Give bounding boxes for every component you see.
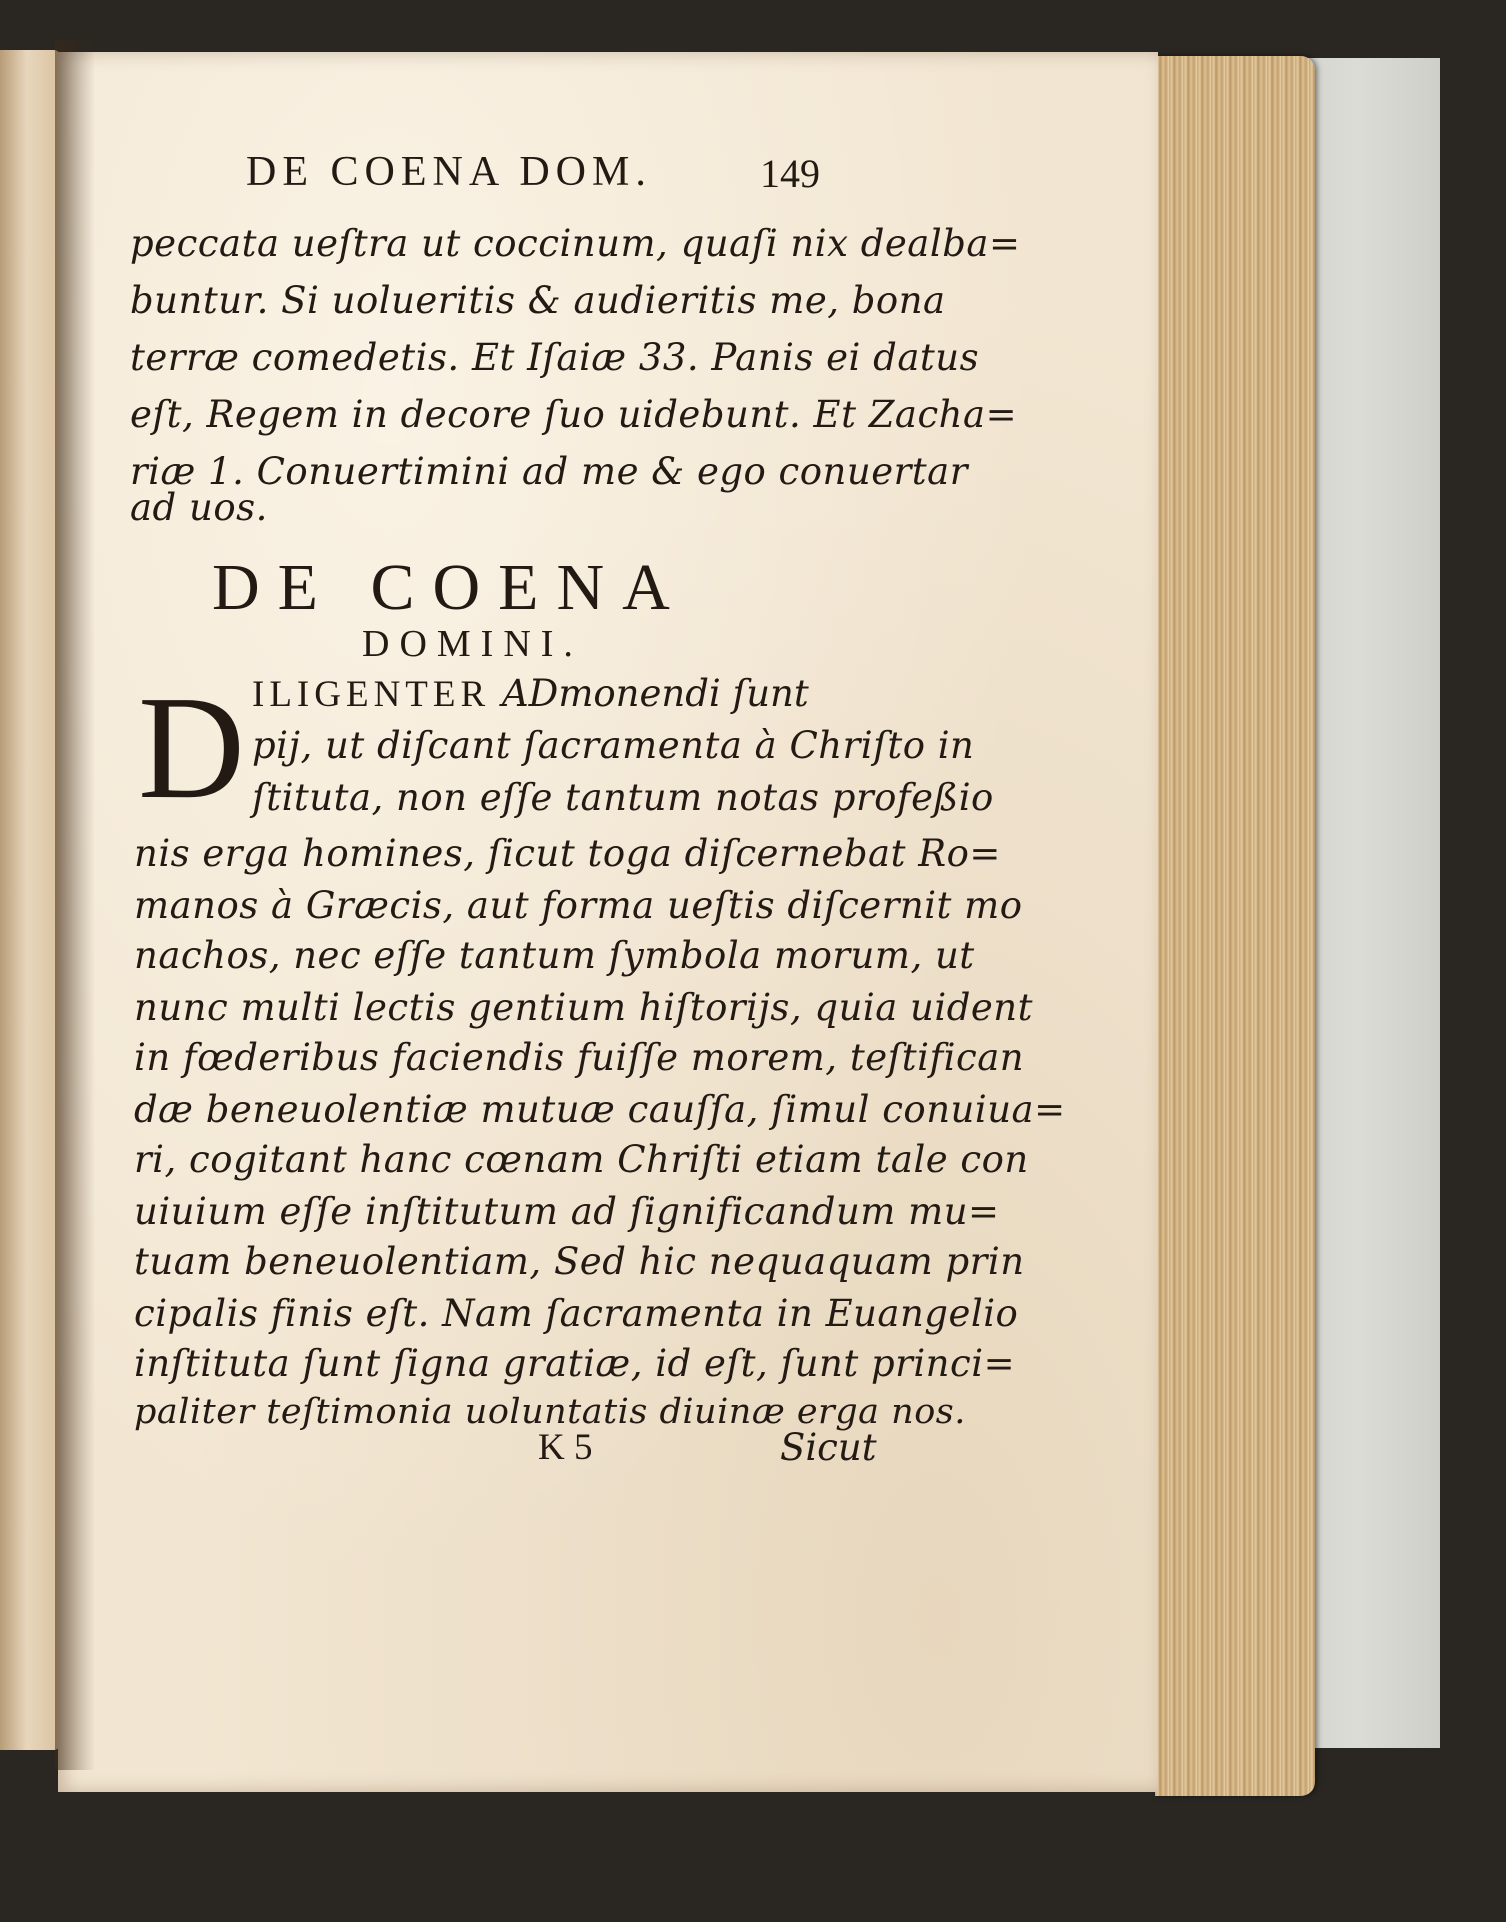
- book-fore-edge: [1155, 56, 1315, 1796]
- running-head: DE COENA DOM.: [246, 149, 652, 195]
- text-line: eſt, Regem in decore ſuo uidebunt. Et Zacha=: [130, 393, 1018, 436]
- text-line: riæ 1. Conuertimini ad me & ego conuertar: [130, 450, 968, 493]
- text-line: nunc multi lectis gentium hiſtorijs, quia uident: [134, 986, 1033, 1029]
- section-subtitle: DOMINI.: [362, 623, 583, 665]
- text-line: terræ comedetis. Et Iſaiæ 33. Panis ei datus: [130, 336, 980, 379]
- page-number: 149: [760, 151, 820, 196]
- text-line: paliter teſtimonia uoluntatis diuinæ erga nos.: [134, 1392, 966, 1432]
- catchword: Sicut: [780, 1426, 877, 1469]
- text-line: ri, cogitant hanc cœnam Chriſti etiam tale con: [134, 1138, 1029, 1181]
- signature-mark: K 5: [538, 1427, 593, 1468]
- text-line: cipalis finis eſt. Nam ſacramenta in Euangelio: [134, 1292, 1019, 1335]
- first-line-capitals: ILIGENTER: [252, 674, 491, 715]
- section-title: DE COENA: [212, 551, 688, 624]
- text-line: buntur. Si uolueritis & audieritis me, bona: [130, 279, 946, 322]
- text-line: pij, ut diſcant ſacramenta à Chriſto in: [252, 724, 975, 767]
- first-line-rest: ADmonendi ſunt: [501, 672, 809, 715]
- gutter-shadow: [55, 40, 95, 1770]
- text-line: nis erga homines, ſicut toga diſcernebat Ro=: [134, 832, 1001, 875]
- text-line: peccata ueſtra ut coccinum, quaſi nix dealba=: [130, 222, 1021, 265]
- text-line: nachos, nec eſſe tantum ſymbola morum, ut: [134, 934, 975, 977]
- left-page-edge: [0, 50, 60, 1750]
- text-line: manos à Græcis, aut forma ueſtis diſcernit mo: [134, 884, 1023, 927]
- text-line: inſtituta ſunt ſigna gratiæ, id eſt, ſunt princi=: [134, 1342, 1016, 1385]
- text-line: ſtituta, non eſſe tantum notas profeßio: [252, 776, 994, 819]
- text-line: in fœderibus faciendis fuiſſe morem, teſtifican: [134, 1036, 1025, 1079]
- text-line: ad uos.: [130, 486, 268, 529]
- first-line: [252, 672, 809, 716]
- drop-cap: D: [138, 666, 245, 830]
- text-line: uiuium eſſe inſtitutum ad ſignificandum mu=: [134, 1190, 1000, 1233]
- text-line: tuam beneuolentiam, Sed hic nequaquam prin: [134, 1240, 1025, 1283]
- text-line: dæ beneuolentiæ mutuæ cauſſa, ſimul conuiua=: [134, 1088, 1066, 1131]
